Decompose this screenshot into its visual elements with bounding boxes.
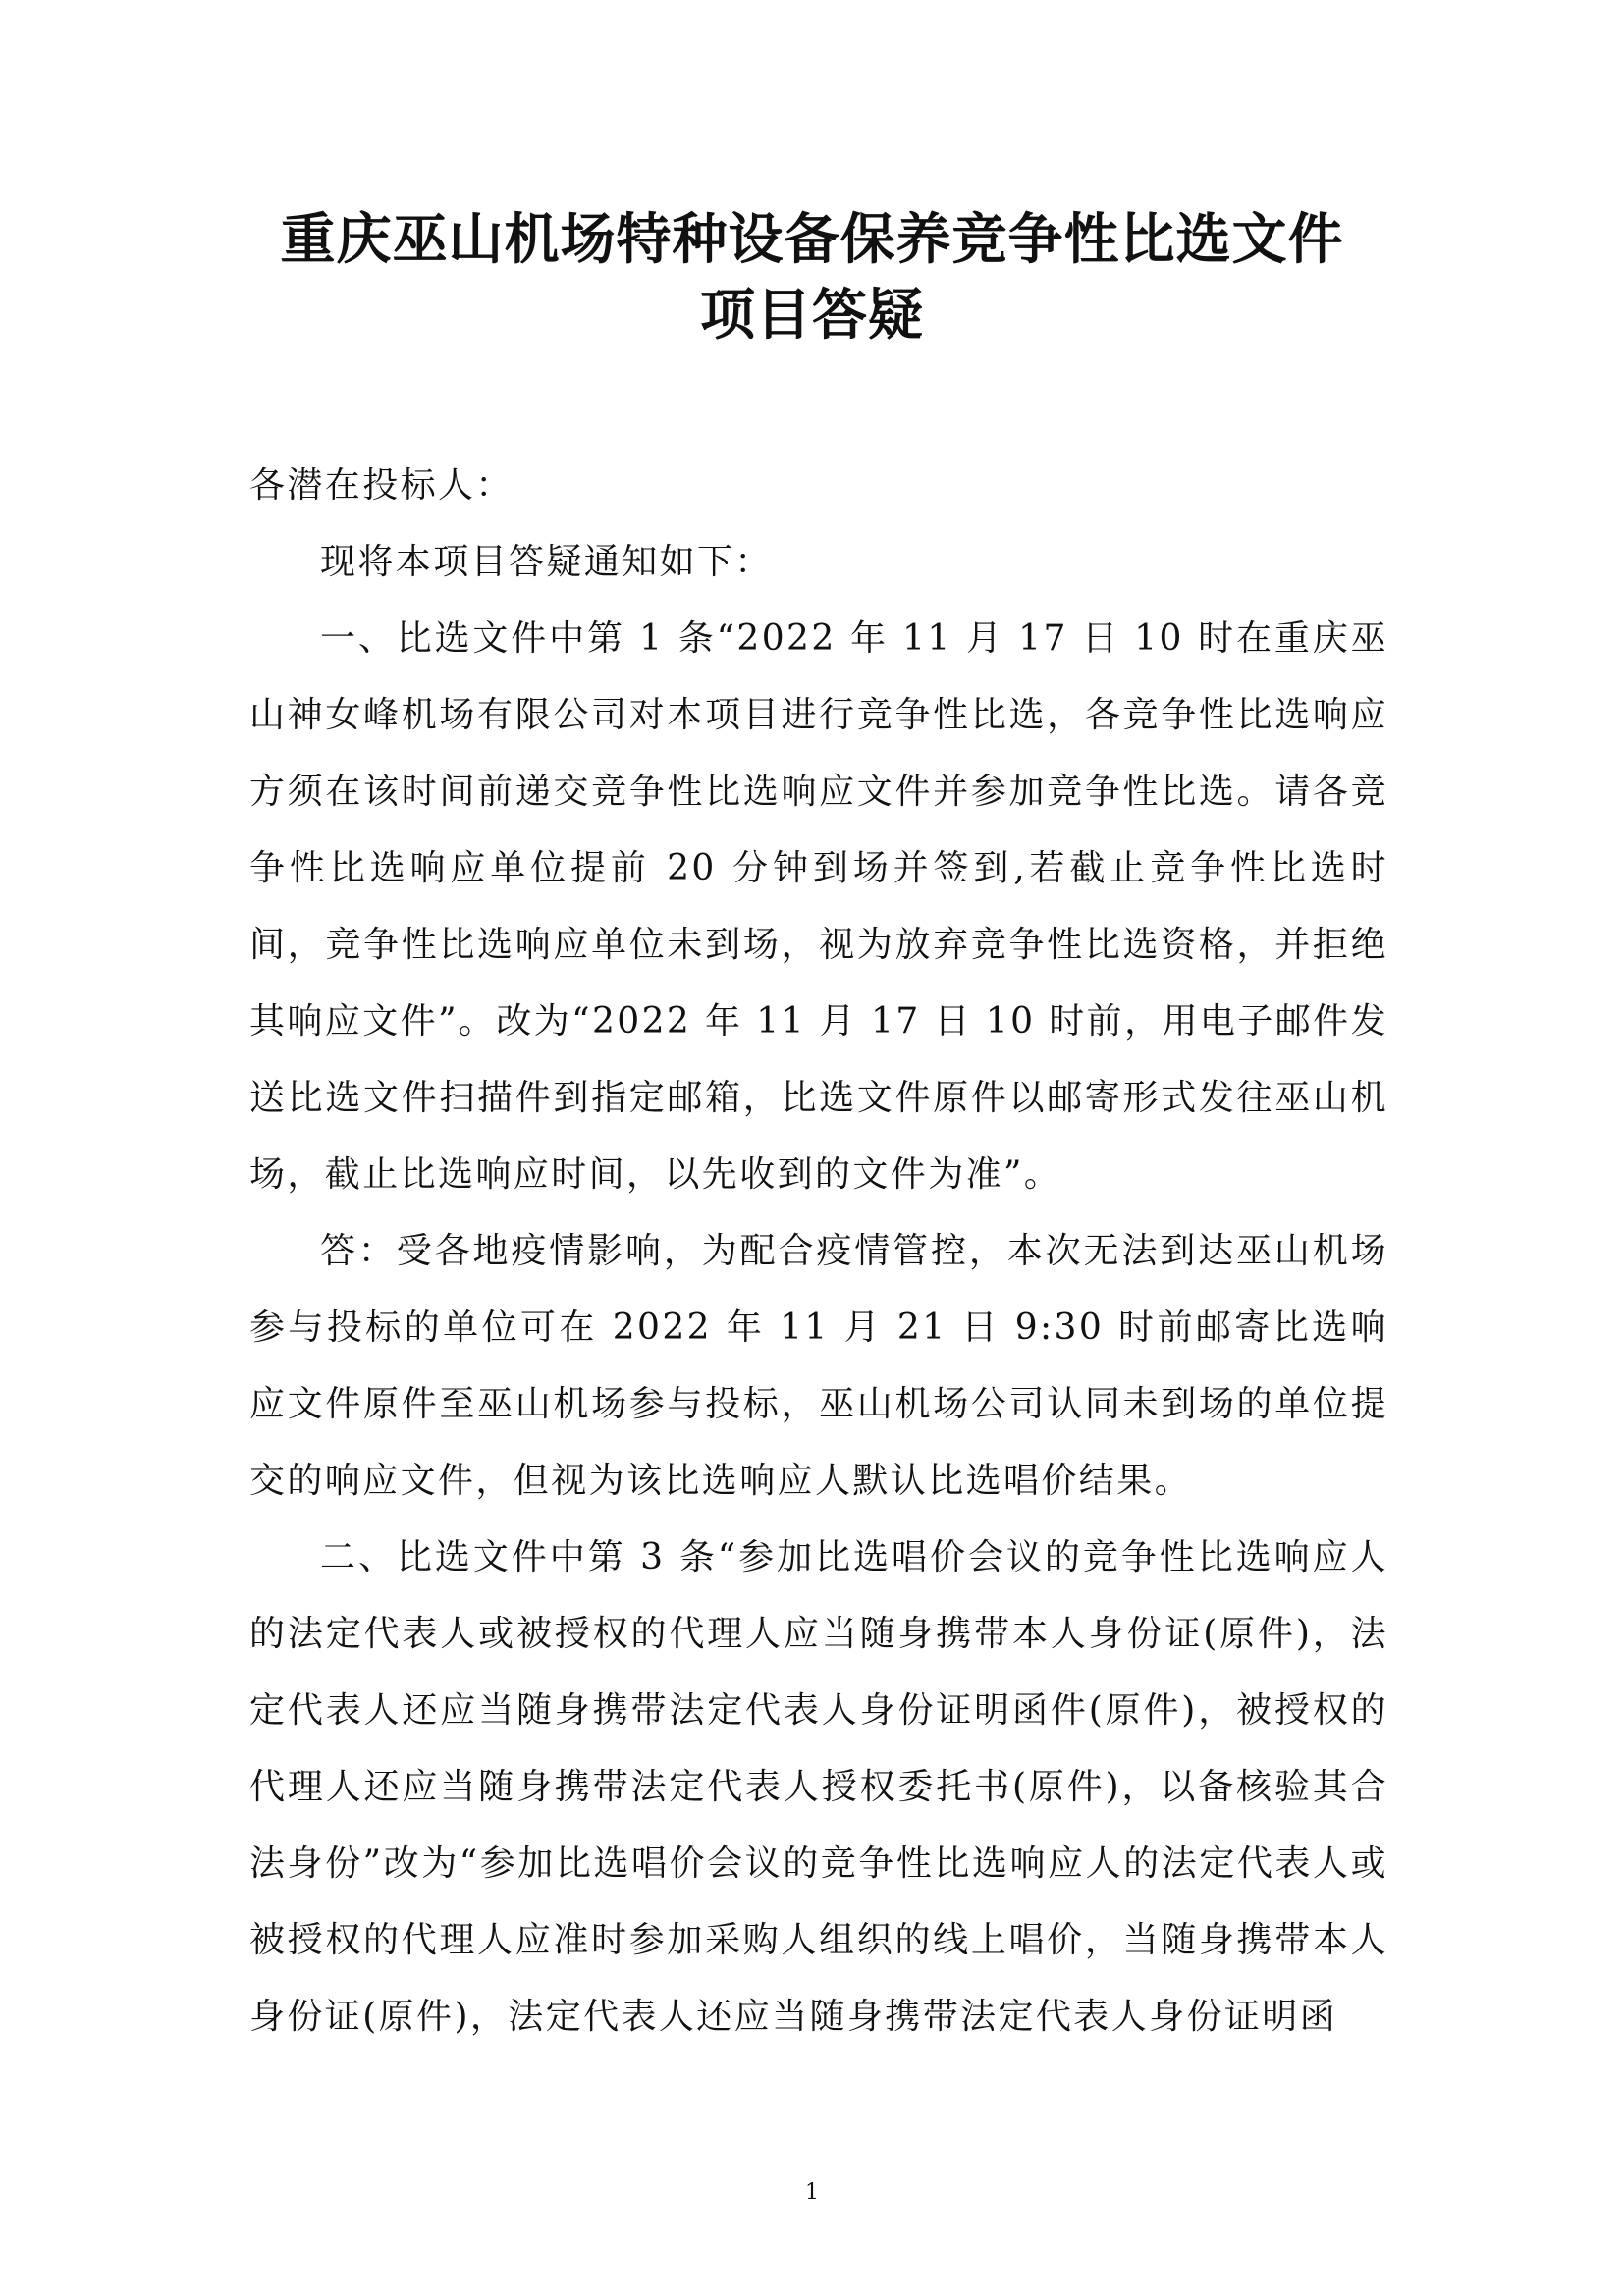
answer-1-paragraph: 答：受各地疫情影响，为配合疫情管控，本次无法到达巫山机场参与投标的单位可在 2022 年 11 月 21 日 9:30 时前邮寄比选响应文件原件至巫山机场参与投标，巫山机场公司认同未到场的单位提交的响应文件，但视为该比选响应人默认比选唱价结果。 [249,1231,1388,1501]
page-number: 1 [805,2180,819,2205]
clause-1-paragraph: 一、比选文件中第 1 条“2022 年 11 月 17 日 10 时在重庆巫山神女峰机场有限公司对本项目进行竞争性比选，各竞争性比选响应方须在该时间前递交竞争性比选响应文件并参加竞争性比选。请各竞争性比选响应单位提前 20 分钟到场并签到,若截止竞争性比选时间，竞争性比选响应单位未到场，视为放弃竞争性比选资格，并拒绝其响应文件”。改为“2022 年 11 月 17 日 10 时前，用电子邮件发送比选文件扫描件到指定邮箱，比选文件原件以邮寄形式发往巫山机场，截止比选响应时间，以先收到的文件为准”。 [249,618,1388,1195]
intro-paragraph: 现将本项目答疑通知如下： [320,542,773,582]
document-body [249,448,1388,2056]
document-title-line-1: 重庆巫山机场特种设备保养竞争性比选文件 [280,207,1344,272]
document-title-line-2: 项目答疑 [700,283,924,347]
salutation: 各潜在投标人： [249,465,514,506]
clause-2-paragraph: 二、比选文件中第 3 条“参加比选唱价会议的竞争性比选响应人的法定代表人或被授权的代理人应当随身携带本人身份证(原件)，法定代表人还应当随身携带法定代表人身份证明函件(原件)，被授权的代理人还应当随身携带法定代表人授权委托书(原件)，以备核验其合法身份”改为“参加比选唱价会议的竞争性比选响应人的法定代表人或被授权的代理人应准时参加采购人组织的线上唱价，当随身携带本人身份证(原件)，法定代表人还应当随身携带法定代表人身份证明函 [249,1537,1388,2037]
